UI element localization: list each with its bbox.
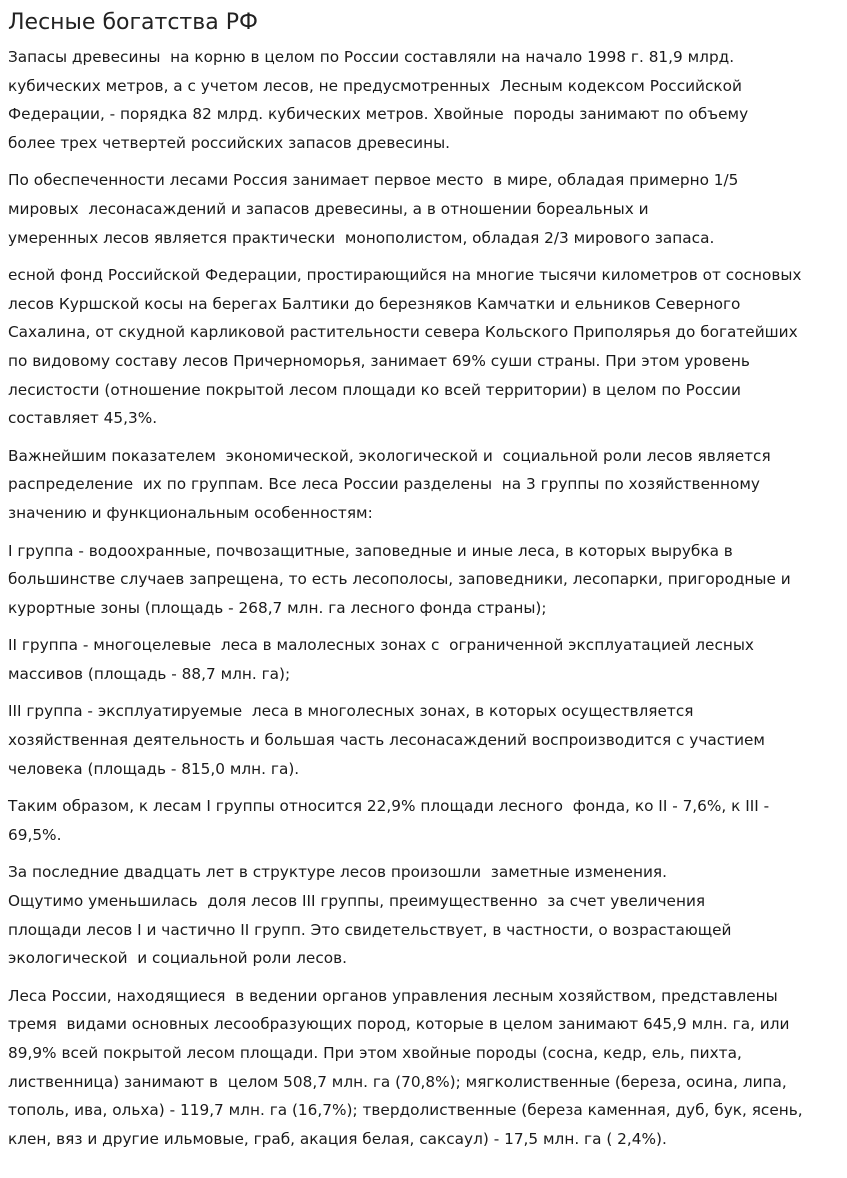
text-line: значению и функциональным особенностям: [8,503,373,522]
text-line: по видовому составу лесов Причерноморья, занимает 69% суши страны. При этом уровень [8,351,750,370]
text-line: большинстве случаев запрещена, то есть лесополосы, заповедники, лесопарки, пригородные и [8,570,791,589]
text-line: есной фонд Российской Федерации, простирающийся на многие тысячи километров от сосновых [8,266,802,285]
text-line: Федерации, - порядка 82 млрд. кубических метров. Хвойные породы занимают по объему [8,105,749,124]
text-line: тополь, ива, ольха) - 119,7 млн. га (16,7%); твердолиственные (береза каменная, дуб, бук, ясень, [8,1101,803,1120]
paragraph-2 [8,166,839,252]
text-line: лесистости (отношение покрытой лесом площади ко всей территории) в целом по России [8,380,741,399]
text-line: мировых лесонасаждений и запасов древесины, а в отношении бореальных и [8,199,649,218]
text-line: составляет 45,3%. [8,409,158,428]
paragraph-4 [8,442,839,528]
text-line: I группа - водоохранные, почвозащитные, заповедные и иные леса, в которых вырубка в [8,541,733,560]
text-line: Сахалина, от скудной карликовой растительности севера Кольского Приполярья до богатейших [8,323,798,342]
paragraph-8 [8,792,839,849]
text-line: массивов (площадь - 88,7 млн. га); [8,664,291,683]
text-line: Ощутимо уменьшилась доля лесов III группы, преимущественно за счет увеличения [8,892,706,911]
text-line: Запасы древесины на корню в целом по России составляли на начало 1998 г. 81,9 млрд. [8,48,735,66]
text-line: курортные зоны (площадь - 268,7 млн. га лесного фонда страны); [8,598,547,617]
text-line: лесов Куршской косы на берегах Балтики до березняков Камчатки и ельников Северного [8,294,741,313]
text-line: клен, вяз и другие ильмовые, граб, акация белая, саксаул) - 17,5 млн. га ( 2,4%). [8,1129,667,1148]
text-line: человека (площадь - 815,0 млн. га). [8,759,300,778]
text-line: Леса России, находящиеся в ведении органов управления лесным хозяйством, представлены [8,986,778,1005]
text-line: Таким образом, к лесам I группы относится 22,9% площади лесного фонда, ко II - 7,6%, к III - [8,797,770,816]
paragraph-9 [8,858,839,972]
text-line: 89,9% всей покрытой лесом площади. При этом хвойные породы (сосна, кедр, ель, пихта, [8,1044,742,1062]
paragraph-1 [8,43,839,157]
text-line: По обеспеченности лесами Россия занимает первое место в мире, обладая примерно 1/5 [8,171,739,190]
text-line: лиственница) занимают в целом 508,7 млн. га (70,8%); мягколиственные (береза, осина, липа, [8,1072,787,1091]
text-line: За последние двадцать лет в структуре лесов произошли заметные изменения. [8,863,667,882]
page-title: Лесные богатства РФ [8,10,258,35]
paragraph-10 [8,982,839,1154]
paragraph-6 [8,631,839,688]
text-line: распределение их по группам. Все леса России разделены на 3 группы по хозяйственному [8,475,760,494]
paragraph-3 [8,261,839,433]
text-line: более трех четвертей российских запасов древесины. [8,133,451,152]
text-line: хозяйственная деятельность и большая часть лесонасаждений воспроизводится с участием [8,731,765,750]
paragraph-7 [8,697,839,783]
text-line: Важнейшим показателем экономической, экологической и социальной роли лесов является [8,446,771,465]
text-line: 69,5%. [8,825,62,844]
paragraph-5 [8,537,839,623]
text-line: площади лесов I и частично II групп. Это свидетельствует, в частности, о возрастающей [8,920,732,939]
text-line: II группа - многоцелевые леса в малолесных зонах с ограниченной эксплуатацией лесных [8,636,754,655]
text-line: III группа - эксплуатируемые леса в многолесных зонах, в которых осуществляется [8,702,694,721]
text-line: экологической и социальной роли лесов. [8,949,347,968]
text-line: умеренных лесов является практически монополистом, обладая 2/3 мирового запаса. [8,228,715,247]
article-body [8,43,839,1153]
text-line: тремя видами основных лесообразующих пород, которые в целом занимают 645,9 млн. га, или [8,1015,790,1034]
text-line: кубических метров, а с учетом лесов, не предусмотренных Лесным кодексом Российской [8,76,742,95]
